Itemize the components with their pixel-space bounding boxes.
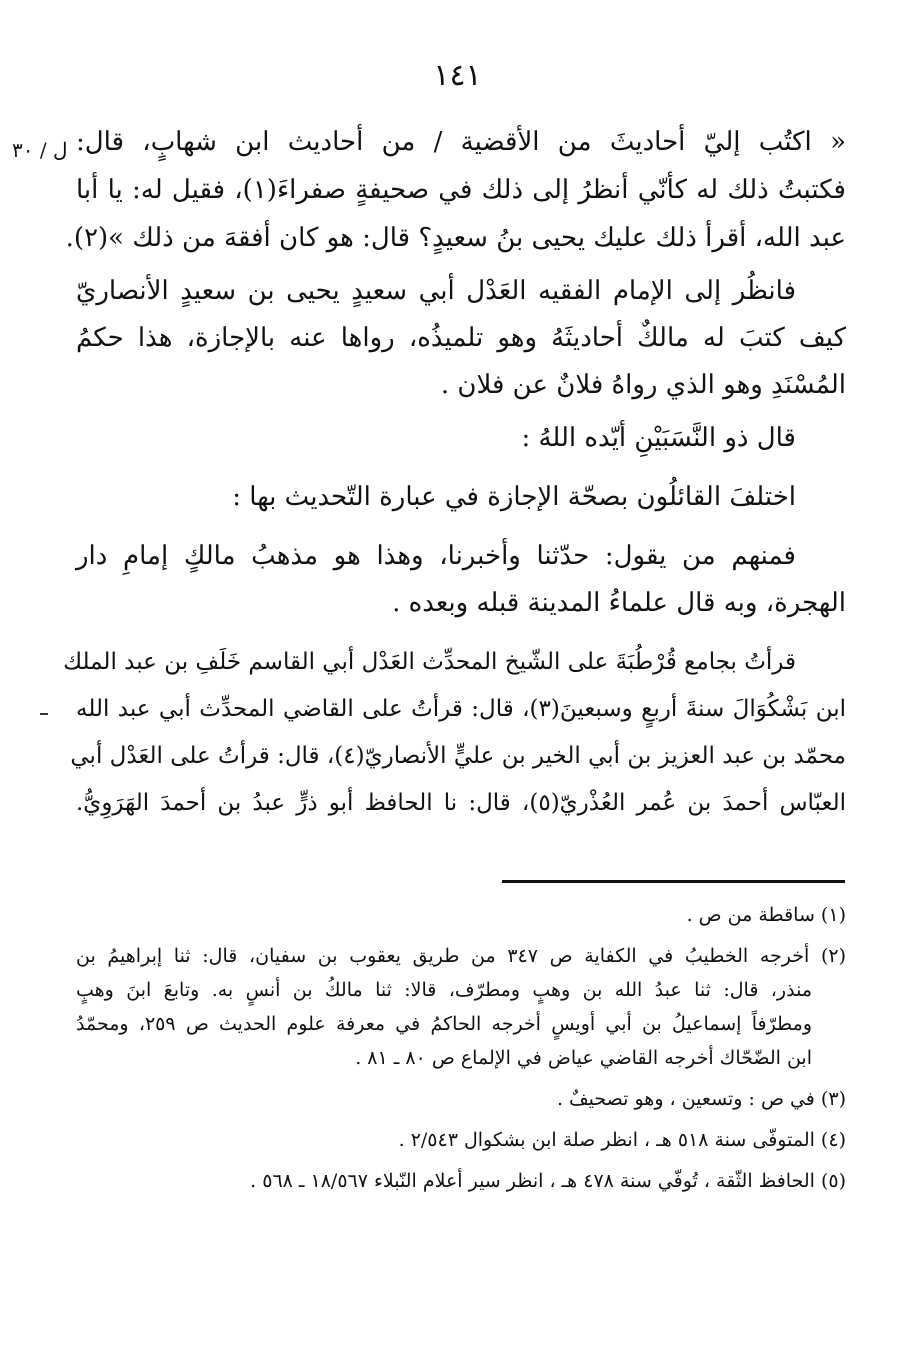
footnote-2: (٢) أخرجه الخطيبُ في الكفاية ص ٣٤٧ من طريق يعقوب بن سفيان، قال: ثنا إبراهيمُ بن [76,945,846,967]
text-line: فانظُر إلى الإمام الفقيه العَدْل أبي سعيدٍ يحيى بن سعيدٍ الأنصاريّ [76,276,796,306]
footnote-5: (٥) الحافظ الثّقة ، تُوفّي سنة ٤٧٨ هـ ، انظر سير أعلام النّبلاء ١٨/٥٦٧ ـ ٥٦٨ . [250,1170,846,1192]
footnote-2-line: منذر، قال: ثنا عبدُ الله بن وهبٍ ومطرّف، قالا: ثنا مالكُ بن أنسٍ به. وتابعَ ابنَ وهبٍ [76,979,812,1001]
text-line: قرأتُ بجامع قُرْطُبَةَ على الشّيخ المحدِّث العَدْل أبي القاسم خَلَفِ بن عبد الملك [63,649,796,675]
text-line: العبّاس أحمدَ بن عُمر العُذْريّ(٥)، قال: نا الحافظ أبو ذرٍّ عبدُ بن أحمدَ الهَرَوِيُّ. [76,790,846,816]
text-line: المُسْنَدِ وهو الذي رواهُ فلانٌ عن فلان . [440,370,846,400]
text-line: فمنهم من يقول: حدّثنا وأخبرنا، وهذا هو مذهبُ مالكٍ إمامِ دار [76,541,796,571]
text-line: الهجرة، وبه قال علماءُ المدينة قبله وبعده . [392,588,846,618]
text-line: ابن بَشْكُوَالَ سنةَ أربعٍ وسبعينَ(٣)، قال: قرأتُ على القاضي المحدِّث أبي عبد الله [76,696,847,722]
text-line: « اكتُب إليّ أحاديثَ من الأقضية / من أحاديث ابن شهابٍ، قال: [76,127,846,157]
text-line: محمّد بن عبد العزيز بن أبي الخير بن عليٍّ الأنصاريّ(٤)، قال: قرأتُ على العَدْل أبي [70,743,846,769]
text-line: عبد الله، أقرأ ذلك عليك يحيى بنُ سعيدٍ؟ قال: هو كان أفقهَ من ذلك »(٢). [65,223,846,253]
footnote-2-line: ابن الضّحّاك أخرجه القاضي عياض في الإلماع ص ٨٠ ـ ٨١ . [355,1047,812,1069]
footnote-1: (١) ساقطة من ص . [686,904,846,926]
footnote-4: (٤) المتوفّى سنة ٥١٨ هـ ، انظر صلة ابن بشكوال ٢/٥٤٣ . [398,1129,846,1151]
footnote-3: (٣) في ص : وتسعين ، وهو تصحيفٌ . [556,1088,846,1110]
text-line: اختلفَ القائلُون بصحّة الإجازة في عبارة التّحديث بها : [232,482,796,512]
section-heading: قال ذو النَّسَبَيْنِ أيّده اللهُ : [521,423,796,453]
manuscript-folio-note: ل / ٣٠ [12,138,68,162]
footnote-separator [502,880,845,883]
text-line: فكتبتُ ذلك له كأنّي أنظرُ إلى ذلك في صحيفةٍ صفراءَ(١)، فقيل له: يا أبا [76,175,846,205]
margin-mark [40,713,48,715]
footnotes [76,898,846,1198]
page-number: ١٤١ [433,58,482,93]
footnote-2-line: ومطرّفاً إسماعيلُ بن أبي أويسٍ أخرجه الحاكمُ في معرفة علوم الحديث ص ٢٥٩، ومحمّدُ [76,1013,812,1035]
text-line: كيف كتبَ له مالكٌ أحاديثَهُ وهو تلميذُه، رواها عنه بالإجازة، هذا حكمُ [76,323,846,353]
main-text [63,118,847,827]
